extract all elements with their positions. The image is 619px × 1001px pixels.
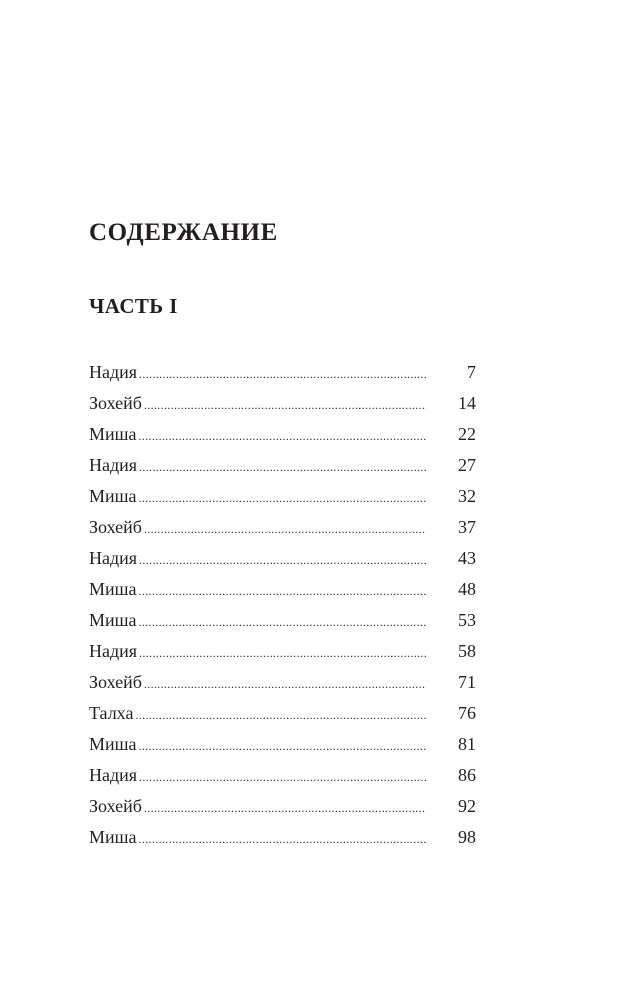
toc-entry-name: Надия bbox=[89, 641, 138, 661]
dot-leader bbox=[139, 545, 426, 576]
dot-leader bbox=[139, 576, 427, 607]
dot-leader bbox=[139, 824, 427, 855]
toc-entry-name: Надия bbox=[89, 765, 138, 785]
toc-entry-page: 22 bbox=[458, 424, 476, 444]
toc-entry-name: Зохейб bbox=[89, 517, 142, 537]
toc-entry[interactable] bbox=[89, 512, 476, 543]
toc-entry-name: Миша bbox=[89, 486, 137, 506]
toc-entry[interactable] bbox=[89, 481, 476, 512]
toc-entry-page: 53 bbox=[458, 610, 476, 630]
toc-list bbox=[89, 357, 476, 853]
dot-leader bbox=[139, 607, 427, 638]
toc-title: СОДЕРЖАНИЕ bbox=[89, 219, 278, 246]
toc-entry[interactable] bbox=[89, 760, 476, 791]
toc-entry-page: 58 bbox=[458, 641, 476, 661]
toc-entry-name: Миша bbox=[89, 579, 137, 599]
toc-entry-page: 48 bbox=[458, 579, 476, 599]
dot-leader bbox=[139, 359, 426, 390]
toc-entry-name: Талха bbox=[89, 703, 134, 723]
dot-leader bbox=[135, 700, 426, 731]
toc-entry[interactable] bbox=[89, 543, 476, 574]
toc-entry-page: 92 bbox=[458, 796, 476, 816]
toc-entry[interactable] bbox=[89, 667, 476, 698]
dot-leader bbox=[139, 731, 427, 762]
dot-leader bbox=[144, 514, 426, 545]
toc-entry[interactable] bbox=[89, 388, 476, 419]
toc-entry[interactable] bbox=[89, 357, 476, 388]
toc-entry-name: Миша bbox=[89, 827, 137, 847]
toc-entry-name: Зохейб bbox=[89, 393, 142, 413]
toc-entry-name: Надия bbox=[89, 455, 138, 475]
dot-leader bbox=[139, 452, 426, 483]
toc-entry-page: 32 bbox=[458, 486, 476, 506]
toc-entry-page: 81 bbox=[458, 734, 476, 754]
toc-entry[interactable] bbox=[89, 419, 476, 450]
dot-leader bbox=[139, 483, 427, 514]
toc-entry-page: 27 bbox=[458, 455, 476, 475]
toc-entry-page: 43 bbox=[458, 548, 476, 568]
toc-entry-name: Надия bbox=[89, 548, 138, 568]
part-title: ЧАСТЬ I bbox=[89, 294, 178, 318]
toc-entry-page: 98 bbox=[458, 827, 476, 847]
dot-leader bbox=[139, 638, 426, 669]
dot-leader bbox=[139, 762, 426, 793]
dot-leader bbox=[144, 390, 426, 421]
toc-entry[interactable] bbox=[89, 791, 476, 822]
toc-entry[interactable] bbox=[89, 698, 476, 729]
toc-entry-page: 7 bbox=[467, 362, 476, 382]
dot-leader bbox=[144, 669, 426, 700]
toc-entry[interactable] bbox=[89, 450, 476, 481]
toc-entry-name: Миша bbox=[89, 734, 137, 754]
toc-entry[interactable] bbox=[89, 636, 476, 667]
toc-entry-name: Миша bbox=[89, 424, 137, 444]
toc-entry-name: Надия bbox=[89, 362, 138, 382]
dot-leader bbox=[144, 793, 426, 824]
toc-entry[interactable] bbox=[89, 822, 476, 853]
toc-entry-page: 71 bbox=[458, 672, 476, 692]
toc-entry[interactable] bbox=[89, 729, 476, 760]
toc-entry-name: Зохейб bbox=[89, 672, 142, 692]
dot-leader bbox=[139, 421, 427, 452]
toc-entry-name: Миша bbox=[89, 610, 137, 630]
toc-entry-page: 76 bbox=[458, 703, 476, 723]
toc-entry-page: 37 bbox=[458, 517, 476, 537]
toc-entry[interactable] bbox=[89, 574, 476, 605]
toc-entry-name: Зохейб bbox=[89, 796, 142, 816]
toc-entry[interactable] bbox=[89, 605, 476, 636]
toc-entry-page: 14 bbox=[458, 393, 476, 413]
toc-entry-page: 86 bbox=[458, 765, 476, 785]
